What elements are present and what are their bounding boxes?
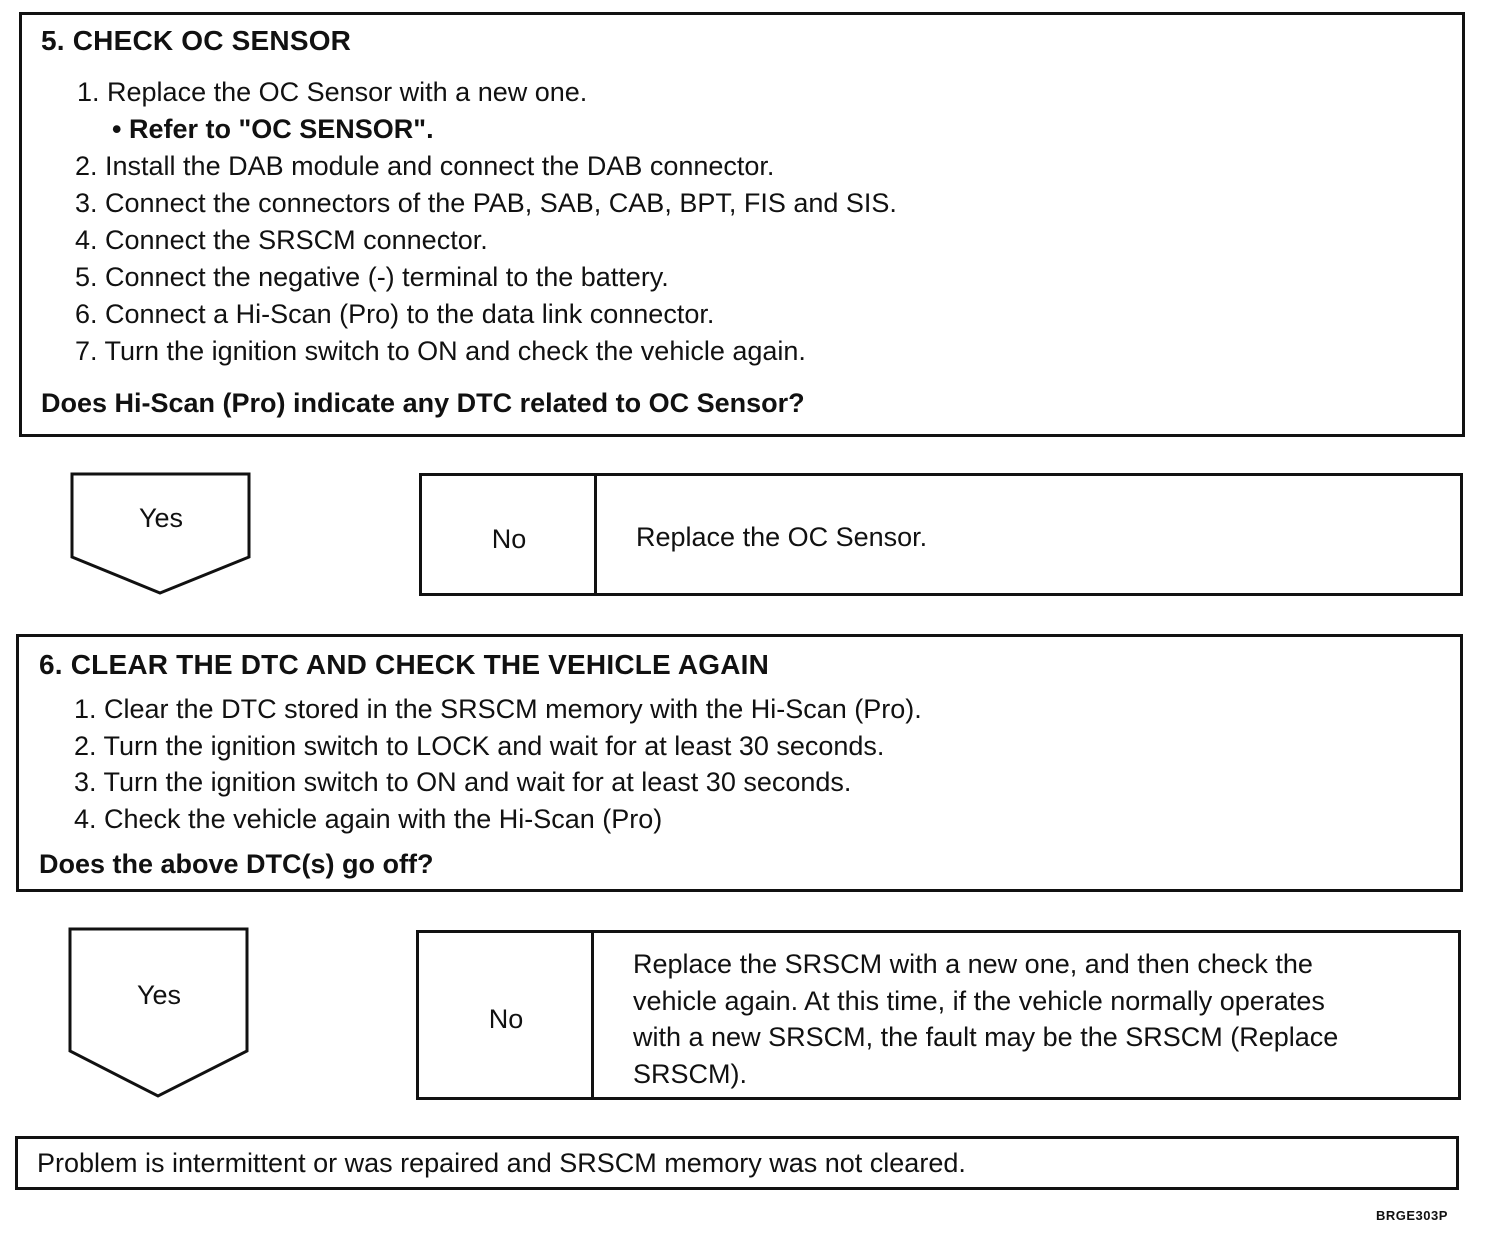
step6-no-divider	[591, 933, 594, 1097]
step5-item-3: 3. Connect the connectors of the PAB, SAB, CAB, BPT, FIS and SIS.	[75, 188, 897, 218]
step5-item-4: 4. Connect the SRSCM connector.	[75, 225, 488, 255]
step6-item-2: 2. Turn the ignition switch to LOCK and wait for at least 30 seconds.	[74, 731, 885, 761]
step6-no-action-line-1: Replace the SRSCM with a new one, and then check the	[633, 949, 1313, 979]
step6-yes-label: Yes	[136, 980, 182, 1010]
step5-item-1: 1. Replace the OC Sensor with a new one.	[77, 77, 588, 107]
step6-title: 6. CLEAR THE DTC AND CHECK THE VEHICLE AGAIN	[39, 649, 770, 680]
step5-no-divider	[594, 476, 597, 593]
step6-no-box	[416, 930, 1461, 1100]
step6-no-action-line-4: SRSCM).	[633, 1058, 747, 1089]
step6-item-4: 4. Check the vehicle again with the Hi-Scan (Pro)	[74, 804, 663, 834]
step5-question: Does Hi-Scan (Pro) indicate any DTC related to OC Sensor?	[41, 388, 805, 418]
step5-yes-arrow	[70, 472, 252, 596]
step6-item-3: 3. Turn the ignition switch to ON and wait for at least 30 seconds.	[74, 767, 852, 797]
step6-box	[16, 634, 1463, 892]
step5-item-7: 7. Turn the ignition switch to ON and check the vehicle again.	[75, 336, 806, 366]
step5-item-6: 6. Connect a Hi-Scan (Pro) to the data link connector.	[75, 299, 715, 329]
step6-yes-arrow	[68, 927, 250, 1099]
step5-no-box	[419, 473, 1463, 596]
step6-question: Does the above DTC(s) go off?	[39, 849, 434, 879]
step5-no-action: Replace the OC Sensor.	[636, 522, 928, 552]
final-result-box	[15, 1136, 1459, 1190]
step5-item-5: 5. Connect the negative (-) terminal to the battery.	[75, 262, 669, 292]
step5-item-2: 2. Install the DAB module and connect the DAB connector.	[75, 151, 775, 181]
step5-no-label: No	[491, 524, 527, 554]
step6-no-action-line-3: with a new SRSCM, the fault may be the SRSCM (Replace	[633, 1022, 1339, 1052]
final-result-text: Problem is intermittent or was repaired and SRSCM memory was not cleared.	[37, 1148, 966, 1178]
figure-code: BRGE303P	[1376, 1208, 1448, 1223]
step6-no-action	[633, 946, 1338, 1092]
step5-title: 5. CHECK OC SENSOR	[41, 25, 352, 56]
step5-sub-item: • Refer to "OC SENSOR".	[112, 114, 434, 144]
step6-no-action-line-2: vehicle again. At this time, if the vehicle normally operates	[633, 985, 1325, 1016]
step6-no-label: No	[488, 1004, 524, 1034]
step5-box	[19, 12, 1465, 437]
step5-yes-label: Yes	[138, 503, 184, 533]
step6-item-1: 1. Clear the DTC stored in the SRSCM memory with the Hi-Scan (Pro).	[74, 694, 922, 724]
